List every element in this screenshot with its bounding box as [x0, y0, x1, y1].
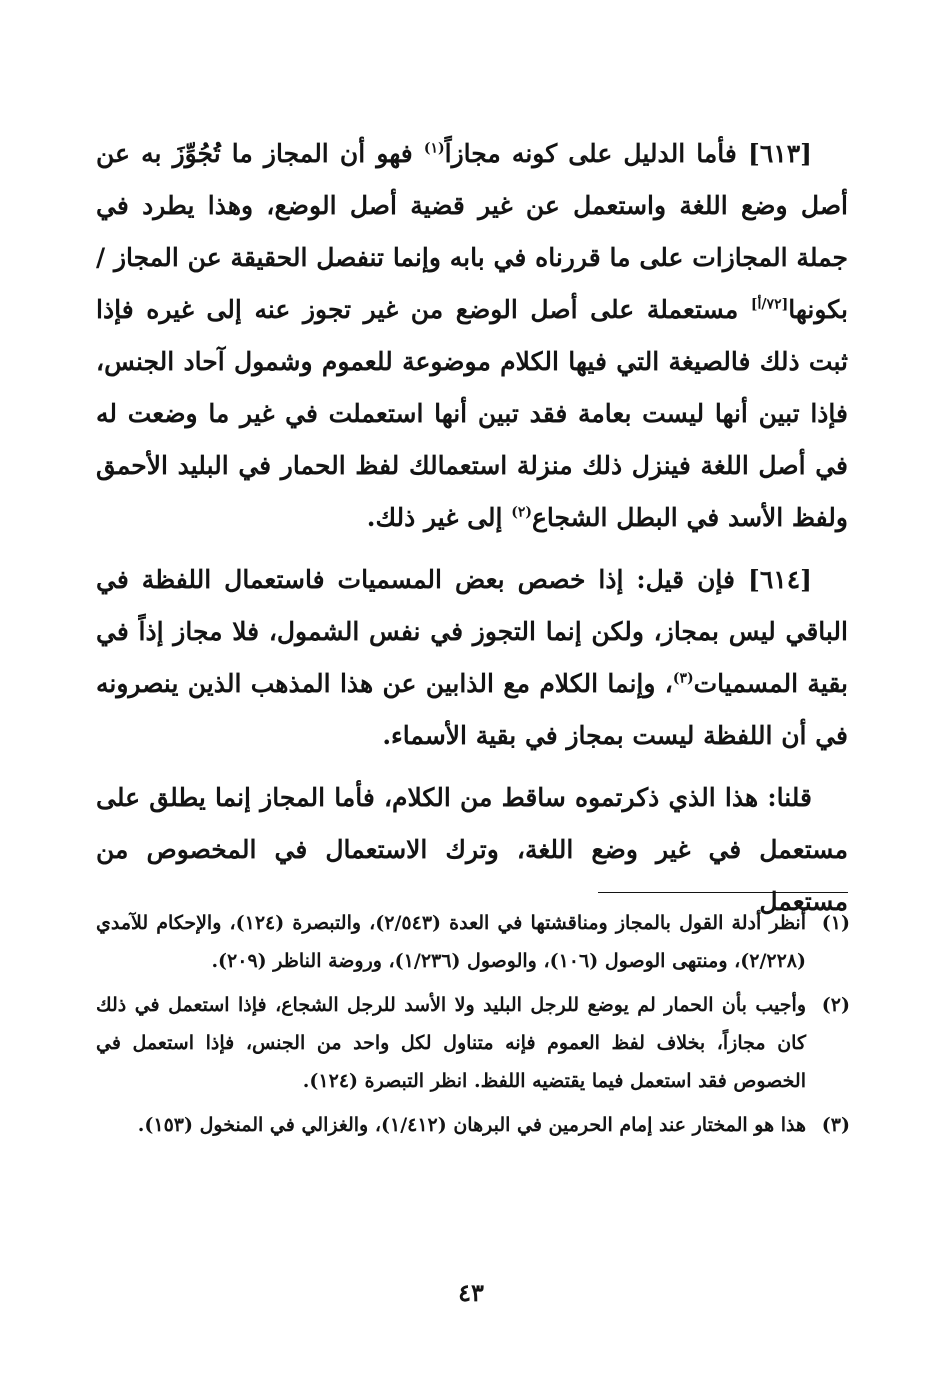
paragraph-614	[96, 554, 848, 762]
paragraph-number: [٦١٣]	[748, 139, 812, 168]
footnote-ref[interactable]: (١)	[423, 140, 445, 157]
text-segment: فإن قيل: إذا خصص بعض المسميات فاستعمال اللفظة في الباقي ليس بمجاز، ولكن إنما التجوز في نفس الشمول، فلا مجاز إذاً في بقية المسميات	[96, 565, 848, 698]
page-number: ٤٣	[458, 1278, 484, 1307]
footnote-ref[interactable]: (٢)	[511, 504, 532, 521]
text-segment: إلى غير ذلك.	[366, 503, 512, 532]
main-text	[96, 128, 848, 938]
text-segment: فهو أن المجاز ما تُجُوِّزَ به عن أصل وضع اللغة واستعمل عن غير قضية أصل الوضع، وهذا يطرد في جملة المجازات على ما قررناه في بابه وإنما تنفصل الحقيقة عن المجاز / بكونها	[96, 139, 848, 324]
footnote-text: وأجيب بأن الحمار لم يوضع للرجل البليد ولا الأسد للرجل الشجاع، فإذا استعمل في ذلك كان مجازاً، بخلاف لفظ العموم فإنه متناول لكل واحد من الجنس، فإذا استعمل في الخصوص فقد استعمل فيما يقتضيه اللفظ. انظر التبصرة (١٢٤).	[96, 994, 806, 1092]
footnote-number: (٣)	[821, 1114, 850, 1136]
footnotes	[96, 904, 850, 1150]
paragraph-reply: قلنا: هذا الذي ذكرتموه ساقط من الكلام، فأما المجاز إنما يطلق على مستعمل في غير وضع اللغة، وترك الاستعمال في المخصوص من مستعمل	[96, 783, 848, 916]
footnote-separator	[598, 892, 848, 893]
paragraph-613	[96, 128, 848, 544]
text-segment: ، وإنما الكلام مع الذابين عن هذا المذهب الذين ينصرونه في أن اللفظة ليست بمجاز في بقية الأسماء.	[96, 669, 848, 750]
footnote-ref[interactable]: (٣)	[672, 670, 694, 687]
text-segment: مستعملة على أصل الوضع من غير تجوز عنه إلى غيره فإذا ثبت ذلك فالصيغة التي فيها الكلام موضوعة للعموم وشمول آحاد الجنس، فإذا تبين أنها ليست بعامة فقد تبين أنها استعملت في غير ما وضعت له في أصل اللغة فينزل ذلك منزلة استعمالك لفظ الحمار في البليد الأحمق ولفظ الأسد في البطل الشجاع	[96, 295, 848, 532]
manuscript-folio-marker: [٧٢/أ]	[750, 296, 789, 313]
footnote-1	[96, 904, 850, 980]
text-segment: فأما الدليل على كونه مجازاً	[444, 139, 737, 168]
footnote-3	[96, 1106, 850, 1144]
footnote-text: أنظر أدلة القول بالمجاز ومناقشتها في العدة (٢/٥٤٣)، والتبصرة (١٢٤)، والإحكام للآمدي (٢/٢٢٨)، ومنتهى الوصول (١٠٦)، والوصول (١/٢٣٦)، وروضة الناظر (٢٠٩).	[96, 912, 806, 972]
footnote-text: هذا هو المختار عند إمام الحرمين في البرهان (١/٤١٢)، والغزالي في المنخول (١٥٣).	[137, 1114, 806, 1136]
footnote-number: (١)	[821, 912, 850, 934]
footnote-2	[96, 986, 850, 1100]
paragraph-number: [٦١٤]	[748, 565, 812, 594]
footnote-number: (٢)	[821, 994, 850, 1016]
